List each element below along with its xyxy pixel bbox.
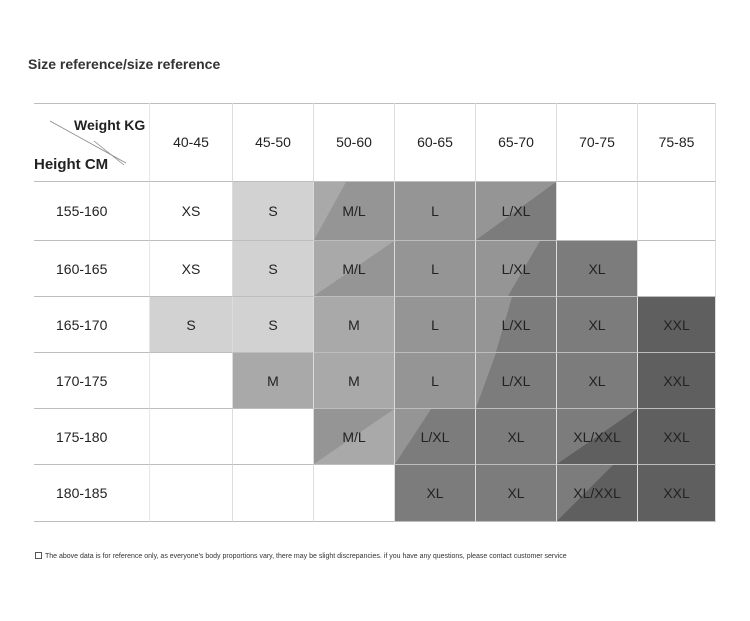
- height-axis-label: Height CM: [34, 156, 109, 173]
- page-title: Size reference/size reference: [28, 56, 221, 72]
- size-cell: [476, 182, 557, 241]
- size-label: L/XL: [501, 316, 531, 333]
- size-label: S: [186, 316, 196, 333]
- size-cell: [150, 297, 233, 353]
- size-label: S: [268, 260, 278, 277]
- size-cell: [395, 353, 476, 409]
- size-cell: [395, 409, 476, 465]
- size-label: M/L: [342, 260, 366, 277]
- height-row-header: [34, 465, 150, 522]
- weight-header: [557, 103, 638, 182]
- size-label: M/L: [342, 428, 366, 445]
- size-cell: [233, 353, 314, 409]
- size-cell: [314, 182, 395, 241]
- size-label: XXL: [663, 428, 690, 445]
- size-cell: [638, 409, 716, 465]
- corner-labels: [34, 103, 149, 182]
- size-label: L: [431, 372, 439, 389]
- size-label: L: [431, 316, 439, 333]
- size-label: XL: [588, 372, 606, 389]
- size-cell: [557, 241, 638, 297]
- size-cell: [314, 241, 395, 297]
- size-label: L/XL: [420, 428, 450, 445]
- size-cell: [476, 465, 557, 522]
- size-label: XL: [507, 428, 525, 445]
- size-cell: [638, 241, 716, 297]
- size-cell: [233, 182, 314, 241]
- size-cell: [557, 409, 638, 465]
- size-cell: [395, 465, 476, 522]
- size-cell: [476, 241, 557, 297]
- height-range-label: 165-170: [56, 316, 108, 333]
- size-cell: [150, 182, 233, 241]
- footnote-text: The above data is for reference only, as everyone's body proportions vary, there may be slight discrepancies. if you have any questions, please contact customer service: [45, 553, 567, 560]
- weight-header: [395, 103, 476, 182]
- size-cell: [395, 182, 476, 241]
- size-cell: [476, 297, 557, 353]
- size-cell: [476, 409, 557, 465]
- size-label: XXL: [663, 372, 690, 389]
- size-cell: [638, 353, 716, 409]
- size-cell: [395, 297, 476, 353]
- size-label: L/XL: [501, 260, 531, 277]
- size-cell: [557, 465, 638, 522]
- weight-range-label: 65-70: [498, 134, 534, 150]
- size-chart-table: [34, 103, 716, 522]
- height-row-header: [34, 241, 150, 297]
- size-label: XXL: [663, 316, 690, 333]
- size-label: XS: [181, 203, 201, 219]
- size-cell: [557, 297, 638, 353]
- size-label: L/XL: [501, 203, 531, 219]
- size-cell: [314, 297, 395, 353]
- note-icon: [35, 552, 42, 559]
- height-range-label: 155-160: [56, 203, 108, 219]
- size-label: M: [267, 372, 279, 389]
- size-cell: [233, 297, 314, 353]
- size-cell: [150, 409, 233, 465]
- size-label: XL: [588, 260, 606, 277]
- size-cell: [557, 353, 638, 409]
- size-label: XL: [426, 485, 444, 501]
- weight-range-label: 40-45: [173, 134, 209, 150]
- weight-header: [150, 103, 233, 182]
- size-cell: [150, 465, 233, 522]
- size-label: S: [268, 203, 278, 219]
- size-label: XS: [181, 260, 201, 277]
- size-cell: [150, 241, 233, 297]
- size-cell: [314, 409, 395, 465]
- size-label: XXL: [663, 485, 690, 501]
- size-label: M: [348, 372, 360, 389]
- weight-header: [476, 103, 557, 182]
- size-cell: [638, 465, 716, 522]
- size-label: M: [348, 316, 360, 333]
- weight-header: [314, 103, 395, 182]
- weight-axis-label: Weight KG: [74, 117, 146, 133]
- weight-header: [233, 103, 314, 182]
- height-range-label: 170-175: [56, 372, 108, 389]
- height-range-label: 180-185: [56, 485, 108, 501]
- size-cell: [150, 353, 233, 409]
- size-cell: [395, 241, 476, 297]
- size-label: XL/XXL: [573, 428, 621, 445]
- corner-header: [34, 103, 150, 182]
- footnote: [35, 552, 567, 560]
- weight-header: [638, 103, 716, 182]
- size-cell: [557, 182, 638, 241]
- size-cell: [638, 182, 716, 241]
- weight-range-label: 75-85: [658, 134, 695, 150]
- size-label: XL: [588, 316, 606, 333]
- size-cell: [314, 353, 395, 409]
- height-row-header: [34, 353, 150, 409]
- size-cell: [233, 409, 314, 465]
- weight-range-label: 70-75: [579, 134, 615, 150]
- size-label: L/XL: [501, 372, 531, 389]
- size-label: L: [431, 203, 439, 219]
- size-label: S: [268, 316, 278, 333]
- size-cell: [233, 465, 314, 522]
- weight-range-label: 45-50: [255, 134, 291, 150]
- size-label: XL/XXL: [573, 485, 621, 501]
- size-cell: [638, 297, 716, 353]
- size-label: M/L: [342, 203, 366, 219]
- size-cell: [233, 241, 314, 297]
- weight-range-label: 60-65: [417, 134, 453, 150]
- size-label: XL: [507, 485, 525, 501]
- height-row-header: [34, 182, 150, 241]
- height-range-label: 160-165: [56, 260, 108, 277]
- weight-range-label: 50-60: [336, 134, 372, 150]
- size-label: L: [431, 260, 439, 277]
- size-cell: [476, 353, 557, 409]
- height-row-header: [34, 409, 150, 465]
- height-range-label: 175-180: [56, 428, 108, 445]
- size-cell: [314, 465, 395, 522]
- height-row-header: [34, 297, 150, 353]
